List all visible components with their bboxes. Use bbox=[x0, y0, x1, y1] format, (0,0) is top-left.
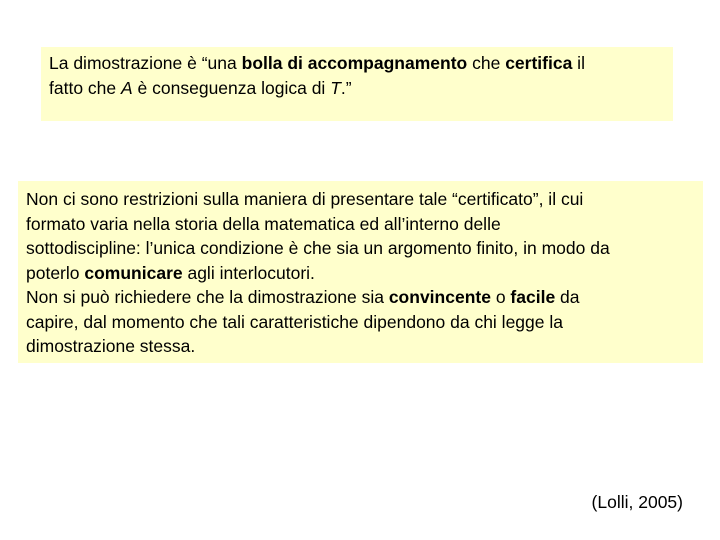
text-run: fatto che bbox=[49, 77, 121, 98]
text-run: poterlo bbox=[26, 262, 85, 283]
restrictions-line-1: Non ci sono restrizioni sulla maniera di presentare tale “certificato”, il cui bbox=[26, 189, 584, 209]
restrictions-line-4 bbox=[26, 261, 699, 286]
citation: (Lolli, 2005) bbox=[591, 492, 683, 512]
bold-term-convincente: convincente bbox=[388, 287, 491, 307]
bold-term-comunicare: comunicare bbox=[84, 262, 183, 283]
definition-line-2 bbox=[49, 76, 673, 101]
text-run: che bbox=[467, 53, 506, 73]
text-run: o bbox=[490, 287, 511, 307]
restrictions-box bbox=[18, 181, 703, 363]
text-run: .” bbox=[340, 77, 352, 98]
text-run: da bbox=[555, 287, 580, 307]
restrictions-line-5 bbox=[26, 285, 699, 310]
text-run: La dimostrazione è “una bbox=[49, 53, 242, 73]
text-run: il bbox=[572, 53, 585, 73]
bold-term-facile: facile bbox=[510, 287, 556, 307]
text-run: è conseguenza logica di bbox=[132, 77, 331, 98]
restrictions-line-6: capire, dal momento che tali caratteristiche dipendono da chi legge la bbox=[26, 311, 563, 332]
italic-symbol-t: T bbox=[330, 77, 341, 98]
bold-term-bolla: bolla di accompagnamento bbox=[241, 53, 468, 73]
italic-symbol-a: A bbox=[121, 77, 133, 98]
restrictions-line-2: formato varia nella storia della matematica ed all’interno delle bbox=[26, 213, 501, 234]
restrictions-line-3: sottodiscipline: l’unica condizione è che sia un argomento finito, in modo da bbox=[26, 238, 610, 258]
bold-term-certifica: certifica bbox=[505, 53, 573, 73]
text-run: Non si può richiedere che la dimostrazione sia bbox=[26, 287, 389, 307]
definition-line-1 bbox=[49, 51, 673, 76]
restrictions-line-7: dimostrazione stessa. bbox=[26, 336, 196, 356]
definition-box bbox=[41, 47, 673, 121]
text-run: agli interlocutori. bbox=[182, 262, 315, 283]
